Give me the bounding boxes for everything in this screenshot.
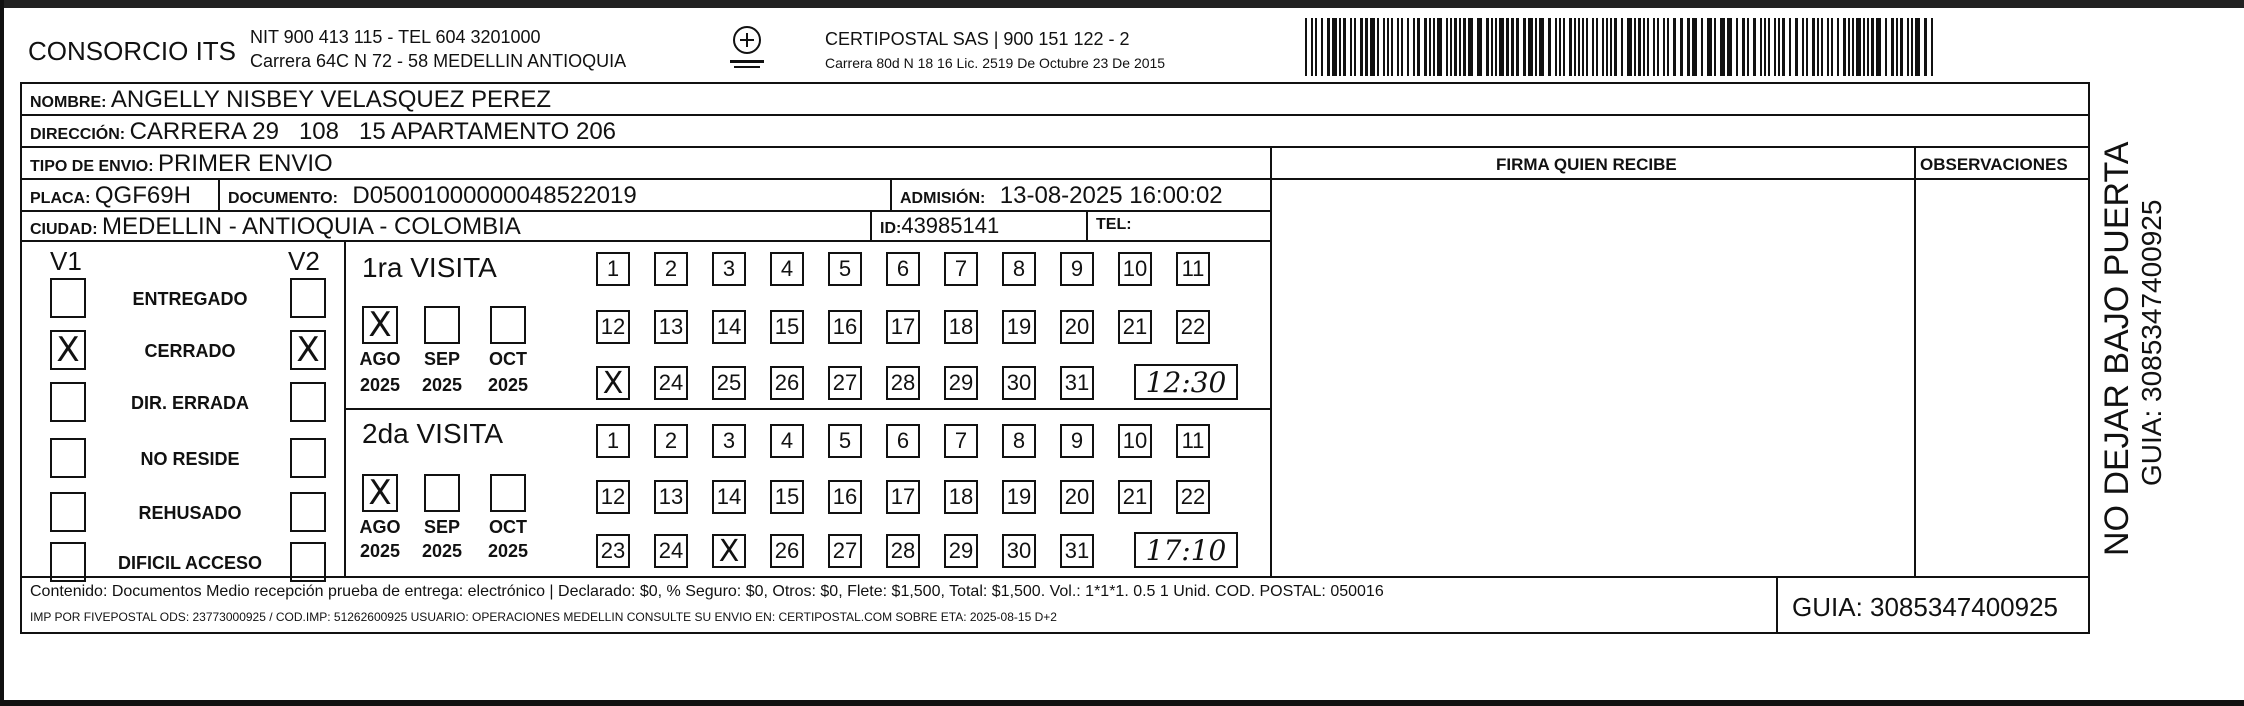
day-box[interactable]: 22 (1176, 310, 1210, 344)
col-divider (890, 178, 892, 210)
barcode-bar (1429, 18, 1431, 76)
day-box[interactable]: 10 (1118, 252, 1152, 286)
barcode-bar (1339, 18, 1341, 76)
day-box[interactable]: 27 (828, 366, 862, 400)
firma-label: FIRMA QUIEN RECIBE (1496, 155, 1677, 174)
day-box[interactable]: 26 (770, 366, 804, 400)
day-box[interactable]: 5 (828, 252, 862, 286)
documento-value: D05001000000048522019 (352, 182, 637, 209)
barcode-bar (1817, 18, 1819, 76)
barcode-bar (1450, 18, 1452, 76)
col-divider (1086, 210, 1088, 240)
barcode-bar (1610, 18, 1612, 76)
ciudad-value: MEDELLIN - ANTIOQUIA - COLOMBIA (102, 213, 521, 240)
day-box[interactable]: 7 (944, 252, 978, 286)
barcode-bar (1714, 18, 1716, 76)
barcode-bar (1848, 18, 1850, 76)
month-checkbox[interactable] (490, 474, 526, 512)
barcode-bar (1559, 18, 1561, 76)
barcode-bar (1915, 18, 1920, 76)
barcode-bar (1885, 18, 1887, 76)
barcode-bar (1701, 18, 1703, 76)
day-box[interactable]: 16 (828, 310, 862, 344)
barcode-bar (1305, 18, 1307, 76)
status-v2-checkbox[interactable] (290, 438, 326, 478)
day-box[interactable]: 20 (1060, 480, 1094, 514)
id-value: 43985141 (901, 213, 1000, 238)
barcode-bar (1397, 18, 1399, 76)
status-v2-checkbox[interactable] (290, 382, 326, 422)
day-box[interactable]: 4 (770, 252, 804, 286)
barcode-bar (1370, 18, 1375, 76)
day-box[interactable]: 7 (944, 424, 978, 458)
barcode-bar (1627, 18, 1632, 76)
day-box[interactable]: 17 (886, 310, 920, 344)
direccion-value: CARRERA 29 108 15 APARTAMENTO 206 (129, 118, 617, 145)
day-box[interactable]: 4 (770, 424, 804, 458)
day-box[interactable]: 29 (944, 366, 978, 400)
day-box[interactable]: 26 (770, 534, 804, 568)
year-label: 2025 (487, 541, 529, 561)
guia-box: GUIA: 3085347400925 (1792, 592, 2058, 622)
col-divider (1914, 146, 1916, 576)
month-label: OCT (489, 349, 527, 369)
company-address: Carrera 64C N 72 - 58 MEDELLIN ANTIOQUIA (250, 51, 627, 71)
barcode-bar (1653, 18, 1655, 76)
barcode-bar (1647, 18, 1649, 76)
imp-line: IMP POR FIVEPOSTAL ODS: 23773000925 / COD.IMP: 51262600925 USUARIO: OPERACIONES MEDELLIN CONSULTE SU ENVIO EN: CERTIPOSTAL.COM SOBRE ETA: 2025-08-15 D+2 (30, 610, 1057, 624)
no-dejar-label: NO DEJAR BAJO PUERTA (2098, 141, 2136, 556)
barcode-bar (1569, 18, 1572, 76)
day-box[interactable]: 3 (712, 424, 746, 458)
day-box[interactable]: 30 (1002, 534, 1036, 568)
barcode-bar (1446, 18, 1448, 76)
barcode-bar (1332, 18, 1337, 76)
day-box[interactable]: 12 (596, 480, 630, 514)
day-box[interactable]: 6 (886, 252, 920, 286)
month-label: SEP (423, 349, 461, 369)
barcode-bar (1821, 18, 1823, 76)
barcode-bar (1673, 18, 1676, 76)
row-divider (20, 240, 1270, 242)
barcode-bar (1459, 18, 1461, 76)
barcode-bar (1876, 18, 1881, 76)
barcode-bar (1907, 18, 1909, 76)
barcode-bar (1707, 18, 1712, 76)
barcode-bar (1606, 18, 1608, 76)
month-checkbox[interactable]: X (362, 474, 398, 512)
observaciones-label: OBSERVACIONES (1920, 155, 2068, 174)
barcode-bar (1433, 18, 1435, 76)
barcode-bar (1747, 18, 1749, 76)
barcode-bar (1499, 18, 1504, 76)
barcode-bar (1506, 18, 1509, 76)
barcode-bar (1311, 18, 1313, 76)
visit-divider (344, 408, 1270, 410)
barcode-bar (1477, 18, 1482, 76)
day-box[interactable]: 24 (654, 366, 688, 400)
day-box[interactable]: 19 (1002, 310, 1036, 344)
col-divider (870, 210, 872, 240)
direccion-label: DIRECCIÓN: (30, 126, 126, 143)
barcode-bar (1852, 18, 1854, 76)
row-divider (20, 146, 2090, 148)
day-box[interactable]: 31 (1060, 534, 1094, 568)
barcode-bar (1667, 18, 1669, 76)
month-checkbox[interactable] (424, 474, 460, 512)
barcode-bar (1924, 18, 1927, 76)
v2-label: V2 (288, 246, 320, 276)
barcode-bar (1778, 18, 1780, 76)
barcode-bar (1867, 18, 1869, 76)
col-divider (1270, 146, 1272, 576)
nit-line: NIT 900 413 115 - TEL 604 3201000 (250, 27, 541, 47)
year-label: 2025 (421, 541, 463, 561)
barcode-bar (1417, 18, 1420, 76)
day-box[interactable]: 27 (828, 534, 862, 568)
barcode-bar (1321, 18, 1323, 76)
barcode-bar (1663, 18, 1665, 76)
month-checkbox[interactable] (424, 306, 460, 344)
day-box[interactable]: 20 (1060, 310, 1094, 344)
day-box[interactable]: X (596, 366, 630, 400)
placa-value: QGF69H (94, 182, 191, 209)
bottom-edge (0, 700, 2244, 706)
day-box[interactable]: 21 (1118, 480, 1152, 514)
barcode-bar (1548, 18, 1551, 76)
barcode-bar (1614, 18, 1617, 76)
month-checkbox[interactable] (490, 306, 526, 344)
row-divider (20, 210, 1270, 212)
barcode-bar (1806, 18, 1808, 76)
day-box[interactable]: 28 (886, 366, 920, 400)
barcode-bar (1539, 18, 1544, 76)
tel-label: TEL: (1096, 216, 1132, 233)
status-label: REHUSADO (138, 503, 242, 523)
barcode-bar (1837, 18, 1839, 76)
certipostal-line: CERTIPOSTAL SAS | 900 151 122 - 2 (825, 29, 1130, 49)
status-v2-checkbox[interactable] (290, 278, 326, 318)
barcode-bar (1802, 18, 1804, 76)
barcode-bar (1911, 18, 1913, 76)
admision-label: ADMISIÓN: (900, 190, 986, 207)
barcode-bar (1454, 18, 1457, 76)
day-box[interactable]: 9 (1060, 424, 1094, 458)
barcode-bar (1365, 18, 1368, 76)
second-visit-title: 2da VISITA (362, 418, 504, 449)
barcode-bar (1486, 18, 1489, 76)
barcode-bar (1401, 18, 1403, 76)
day-box[interactable]: 2 (654, 424, 688, 458)
barcode (1305, 18, 1937, 76)
barcode-bar (1424, 18, 1427, 76)
nombre-label: NOMBRE: (30, 94, 107, 111)
day-box[interactable]: 18 (944, 480, 978, 514)
month-label: SEP (423, 517, 461, 537)
id-label: ID: (880, 220, 902, 237)
year-label: 2025 (359, 375, 401, 395)
side-guia: GUIA: 3085347400925 (2136, 199, 2167, 486)
barcode-bar (1687, 18, 1690, 76)
status-label: DIFICIL ACCESO (117, 553, 262, 573)
barcode-bar (1528, 18, 1533, 76)
barcode-bar (1578, 18, 1580, 76)
year-label: 2025 (487, 375, 529, 395)
day-box[interactable]: 14 (712, 480, 746, 514)
barcode-bar (1812, 18, 1815, 76)
status-label: CERRADO (144, 341, 236, 361)
barcode-bar (1592, 18, 1594, 76)
day-box[interactable]: 9 (1060, 252, 1094, 286)
day-box[interactable]: 23 (596, 534, 630, 568)
day-box[interactable]: 11 (1176, 252, 1210, 286)
day-box[interactable]: 13 (654, 310, 688, 344)
certipostal-logo (728, 24, 766, 72)
barcode-bar (1891, 18, 1894, 76)
barcode-bar (1535, 18, 1537, 76)
day-box[interactable]: 15 (770, 480, 804, 514)
day-box[interactable]: 1 (596, 424, 630, 458)
barcode-bar (1680, 18, 1683, 76)
barcode-bar (1871, 18, 1874, 76)
day-box[interactable]: 25 (712, 366, 746, 400)
barcode-bar (1896, 18, 1898, 76)
day-box[interactable]: 19 (1002, 480, 1036, 514)
barcode-bar (1354, 18, 1356, 76)
barcode-bar (1753, 18, 1756, 76)
barcode-bar (1387, 18, 1389, 76)
placa-label: PLACA: (30, 190, 91, 207)
year-label: 2025 (421, 375, 463, 395)
month-checkbox[interactable]: X (362, 306, 398, 344)
day-box[interactable]: 12 (596, 310, 630, 344)
status-label: NO RESIDE (140, 449, 240, 469)
day-box[interactable]: 6 (886, 424, 920, 458)
day-box[interactable]: 18 (944, 310, 978, 344)
tipo-label: TIPO DE ENVIO: (30, 158, 154, 175)
barcode-bar (1782, 18, 1785, 76)
barcode-bar (1377, 18, 1379, 76)
barcode-bar (1638, 18, 1641, 76)
documento-label: DOCUMENTO: (228, 190, 338, 207)
col-divider (1776, 576, 1778, 634)
day-box[interactable]: 1 (596, 252, 630, 286)
barcode-bar (1586, 18, 1588, 76)
barcode-bar (1563, 18, 1565, 76)
row-divider (1270, 178, 2090, 180)
year-label: 2025 (359, 541, 401, 561)
barcode-bar (1760, 18, 1762, 76)
month-label: OCT (489, 517, 527, 537)
barcode-bar (1795, 18, 1798, 76)
barcode-bar (1495, 18, 1497, 76)
first-visit-time: 12:30 (1134, 364, 1238, 400)
status-label: DIR. ERRADA (130, 393, 249, 413)
barcode-bar (1621, 18, 1623, 76)
row-divider (20, 178, 1270, 180)
day-box[interactable]: 21 (1118, 310, 1152, 344)
day-box[interactable]: 31 (1060, 366, 1094, 400)
day-box[interactable]: 22 (1176, 480, 1210, 514)
barcode-bar (1764, 18, 1766, 76)
day-box[interactable]: 8 (1002, 424, 1036, 458)
barcode-bar (1843, 18, 1846, 76)
contenido-line: Contenido: Documentos Medio recepción prueba de entrega: electrónico | Declarado: $0, % Seguro: $0, Otros: $0, Flete: $1,500, Total: $1,500. Vol.: 1*1*1. 0.5 1 Unid. COD. POSTAL: 050016 (30, 583, 1384, 600)
day-box[interactable]: 11 (1176, 424, 1210, 458)
barcode-bar (1736, 18, 1738, 76)
day-box[interactable]: 30 (1002, 366, 1036, 400)
day-box[interactable]: 14 (712, 310, 746, 344)
day-box[interactable]: X (712, 534, 746, 568)
day-box[interactable]: 8 (1002, 252, 1036, 286)
barcode-bar (1463, 18, 1466, 76)
barcode-bar (1516, 18, 1519, 76)
barcode-bar (1437, 18, 1442, 76)
barcode-bar (1931, 18, 1933, 76)
col-divider (218, 178, 220, 210)
barcode-bar (1383, 18, 1385, 76)
barcode-bar (1692, 18, 1697, 76)
barcode-bar (1523, 18, 1526, 76)
barcode-bar (1602, 18, 1604, 76)
nombre-value: ANGELLY NISBEY VELASQUEZ PEREZ (110, 86, 552, 113)
barcode-bar (1856, 18, 1861, 76)
barcode-bar (1582, 18, 1584, 76)
company-name: CONSORCIO ITS (28, 36, 237, 66)
top-edge (0, 0, 2244, 8)
barcode-bar (1742, 18, 1745, 76)
barcode-bar (1350, 18, 1352, 76)
ciudad-label: CIUDAD: (30, 221, 98, 238)
license-line: Carrera 80d N 18 16 Lic. 2519 De Octubre 23 De 2015 (825, 55, 1166, 71)
second-visit-time: 17:10 (1134, 532, 1238, 568)
barcode-bar (1831, 18, 1833, 76)
barcode-bar (1634, 18, 1636, 76)
day-box[interactable]: 29 (944, 534, 978, 568)
barcode-bar (1491, 18, 1493, 76)
barcode-bar (1596, 18, 1598, 76)
tipo-value: PRIMER ENVIO (158, 150, 333, 177)
status-v2-checkbox[interactable] (290, 542, 326, 582)
barcode-bar (1511, 18, 1514, 76)
barcode-bar (1657, 18, 1659, 76)
barcode-bar (1900, 18, 1903, 76)
day-box[interactable]: 3 (712, 252, 746, 286)
barcode-bar (1827, 18, 1829, 76)
admision-value: 13-08-2025 16:00:02 (999, 182, 1223, 209)
barcode-bar (1343, 18, 1346, 76)
barcode-bar (1407, 18, 1409, 76)
day-box[interactable]: 17 (886, 480, 920, 514)
status-label: ENTREGADO (132, 289, 248, 309)
barcode-bar (1768, 18, 1770, 76)
day-box[interactable]: 24 (654, 534, 688, 568)
day-box[interactable]: 5 (828, 424, 862, 458)
month-label: AGO (359, 517, 401, 537)
first-visit-title: 1ra VISITA (362, 252, 497, 283)
barcode-bar (1360, 18, 1363, 76)
barcode-bar (1574, 18, 1576, 76)
day-box[interactable]: 13 (654, 480, 688, 514)
barcode-bar (1643, 18, 1645, 76)
barcode-bar (1863, 18, 1865, 76)
month-label: AGO (359, 349, 401, 369)
day-box[interactable]: 15 (770, 310, 804, 344)
barcode-bar (1413, 18, 1415, 76)
status-v2-checkbox[interactable] (290, 492, 326, 532)
day-box[interactable]: 10 (1118, 424, 1152, 458)
barcode-bar (1789, 18, 1791, 76)
barcode-bar (1774, 18, 1776, 76)
status-v1-checkbox[interactable]: X (50, 330, 86, 370)
barcode-bar (1315, 18, 1317, 76)
row-divider (20, 114, 2090, 116)
barcode-bar (1727, 18, 1732, 76)
day-box[interactable]: 28 (886, 534, 920, 568)
barcode-bar (1555, 18, 1557, 76)
barcode-bar (1391, 18, 1393, 76)
day-box[interactable]: 16 (828, 480, 862, 514)
barcode-bar (1327, 18, 1330, 76)
barcode-bar (1468, 18, 1473, 76)
footer-divider (20, 576, 2090, 578)
v1-label: V1 (50, 246, 82, 276)
day-box[interactable]: 2 (654, 252, 688, 286)
status-v2-checkbox[interactable]: X (290, 330, 326, 370)
barcode-bar (1720, 18, 1725, 76)
